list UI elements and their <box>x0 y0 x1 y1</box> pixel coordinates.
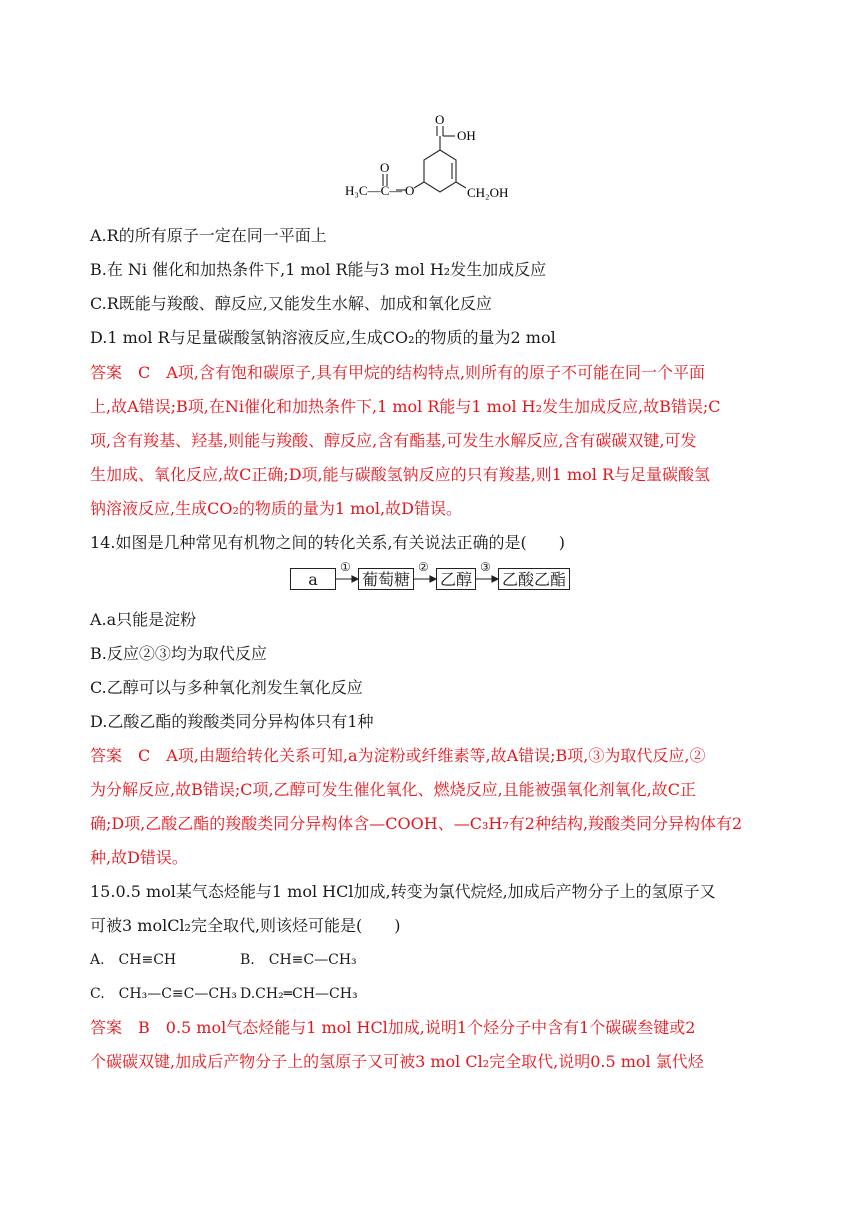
flow-box-ethanol: 乙醇 <box>436 568 476 590</box>
ester-carbonyl-o-label: O <box>380 160 390 175</box>
q15-stem-line-2: 可被3 molCl₂完全取代,则该烃可能是( ) <box>90 916 401 935</box>
q14-answer-line-2: 为分解反应,故B错误;C项,乙醇可发生催化氧化、燃烧反应,且能被强氧化剂氧化,故C正 <box>90 780 696 799</box>
flow-step-3: ③ <box>480 560 491 574</box>
q13-option-b: B.在 Ni 催化和加热条件下,1 mol R能与3 mol H₂发生加成反应 <box>90 260 547 279</box>
flow-arrows <box>0 0 860 600</box>
carbonyl-o-top-label: O <box>435 112 445 127</box>
q13-option-d: D.1 mol R与足量碳酸氢钠溶液反应,生成CO₂的物质的量为2 mol <box>90 328 556 347</box>
q15-stem-line-1: 15.0.5 mol某气态烃能与1 mol HCl加成,转变为氯代烷烃,加成后产物分子上的氢原子又 <box>90 882 716 901</box>
q14-option-b: B.反应②③均为取代反应 <box>90 644 267 663</box>
q15-answer-line-2: 个碳碳双键,加成后产物分子上的氢原子又可被3 mol Cl₂完全取代,说明0.5 mol 氯代烃 <box>90 1052 704 1071</box>
flow-box-a: a <box>290 568 336 590</box>
q14-option-d: D.乙酸乙酯的羧酸类同分异构体只有1种 <box>90 712 374 731</box>
ch2oh-label: CH₂OH <box>467 185 509 200</box>
q14-answer-line-1: 答案 C A项,由题给转化关系可知,a为淀粉或纤维素等,故A错误;B项,③为取代反应,② <box>90 746 706 765</box>
q15-answer-line-1: 答案 B 0.5 mol气态烃能与1 mol HCl加成,说明1个烃分子中含有1个碳碳叁键或2 <box>90 1018 696 1037</box>
q14-option-c: C.乙醇可以与多种氧化剂发生氧化反应 <box>90 678 363 697</box>
q13-answer-line-4: 生加成、氧化反应,故C正确;D项,能与碳酸氢钠反应的只有羧基,则1 mol R与足量碳酸氢 <box>90 465 711 484</box>
q14-option-a: A.a只能是淀粉 <box>90 610 197 629</box>
q15-option-b: B. CH≡C—CH₃ <box>240 952 357 968</box>
q13-option-c: C.R既能与羧酸、醇反应,又能发生水解、加成和氧化反应 <box>90 294 492 313</box>
q15-option-d: D.CH₂═CH—CH₃ <box>240 986 358 1002</box>
ester-o-label: O <box>405 183 415 198</box>
q13-answer-line-3: 项,含有羧基、羟基,则能与羧酸、醇反应,含有酯基,可发生水解反应,含有碳碳双键,可发 <box>90 431 697 450</box>
flow-box-glucose: 葡萄糖 <box>358 568 414 590</box>
flow-step-2: ② <box>418 560 429 574</box>
q15-option-c: C. CH₃—C≡C—CH₃ <box>90 986 237 1002</box>
q14-answer-line-4: 种,故D错误。 <box>90 848 188 867</box>
q13-answer-line-1: 答案 C A项,含有饱和碳原子,具有甲烷的结构特点,则所有的原子不可能在同一个平面 <box>90 363 706 382</box>
flow-box-ethyl-acetate: 乙酸乙酯 <box>498 568 570 590</box>
acetyl-label: H₃C—C— <box>345 183 403 198</box>
q13-answer-line-2: 上,故A错误;B项,在Ni催化和加热条件下,1 mol R能与1 mol H₂发生加成反应,故B错误;C <box>90 397 721 416</box>
q13-answer-line-5: 钠溶液反应,生成CO₂的物质的量为1 mol,故D错误。 <box>90 499 462 518</box>
q14-stem: 14.如图是几种常见有机物之间的转化关系,有关说法正确的是( ) <box>90 533 566 552</box>
q14-answer-line-3: 确;D项,乙酸乙酯的羧酸类同分异构体含—COOH、—C₃H₇有2种结构,羧酸类同分异构体有2 <box>90 814 743 833</box>
q15-option-a: A. CH≡CH <box>90 952 177 968</box>
oh-label: OH <box>457 128 476 143</box>
q13-option-a: A.R的所有原子一定在同一平面上 <box>90 226 327 245</box>
flow-step-1: ① <box>340 560 351 574</box>
